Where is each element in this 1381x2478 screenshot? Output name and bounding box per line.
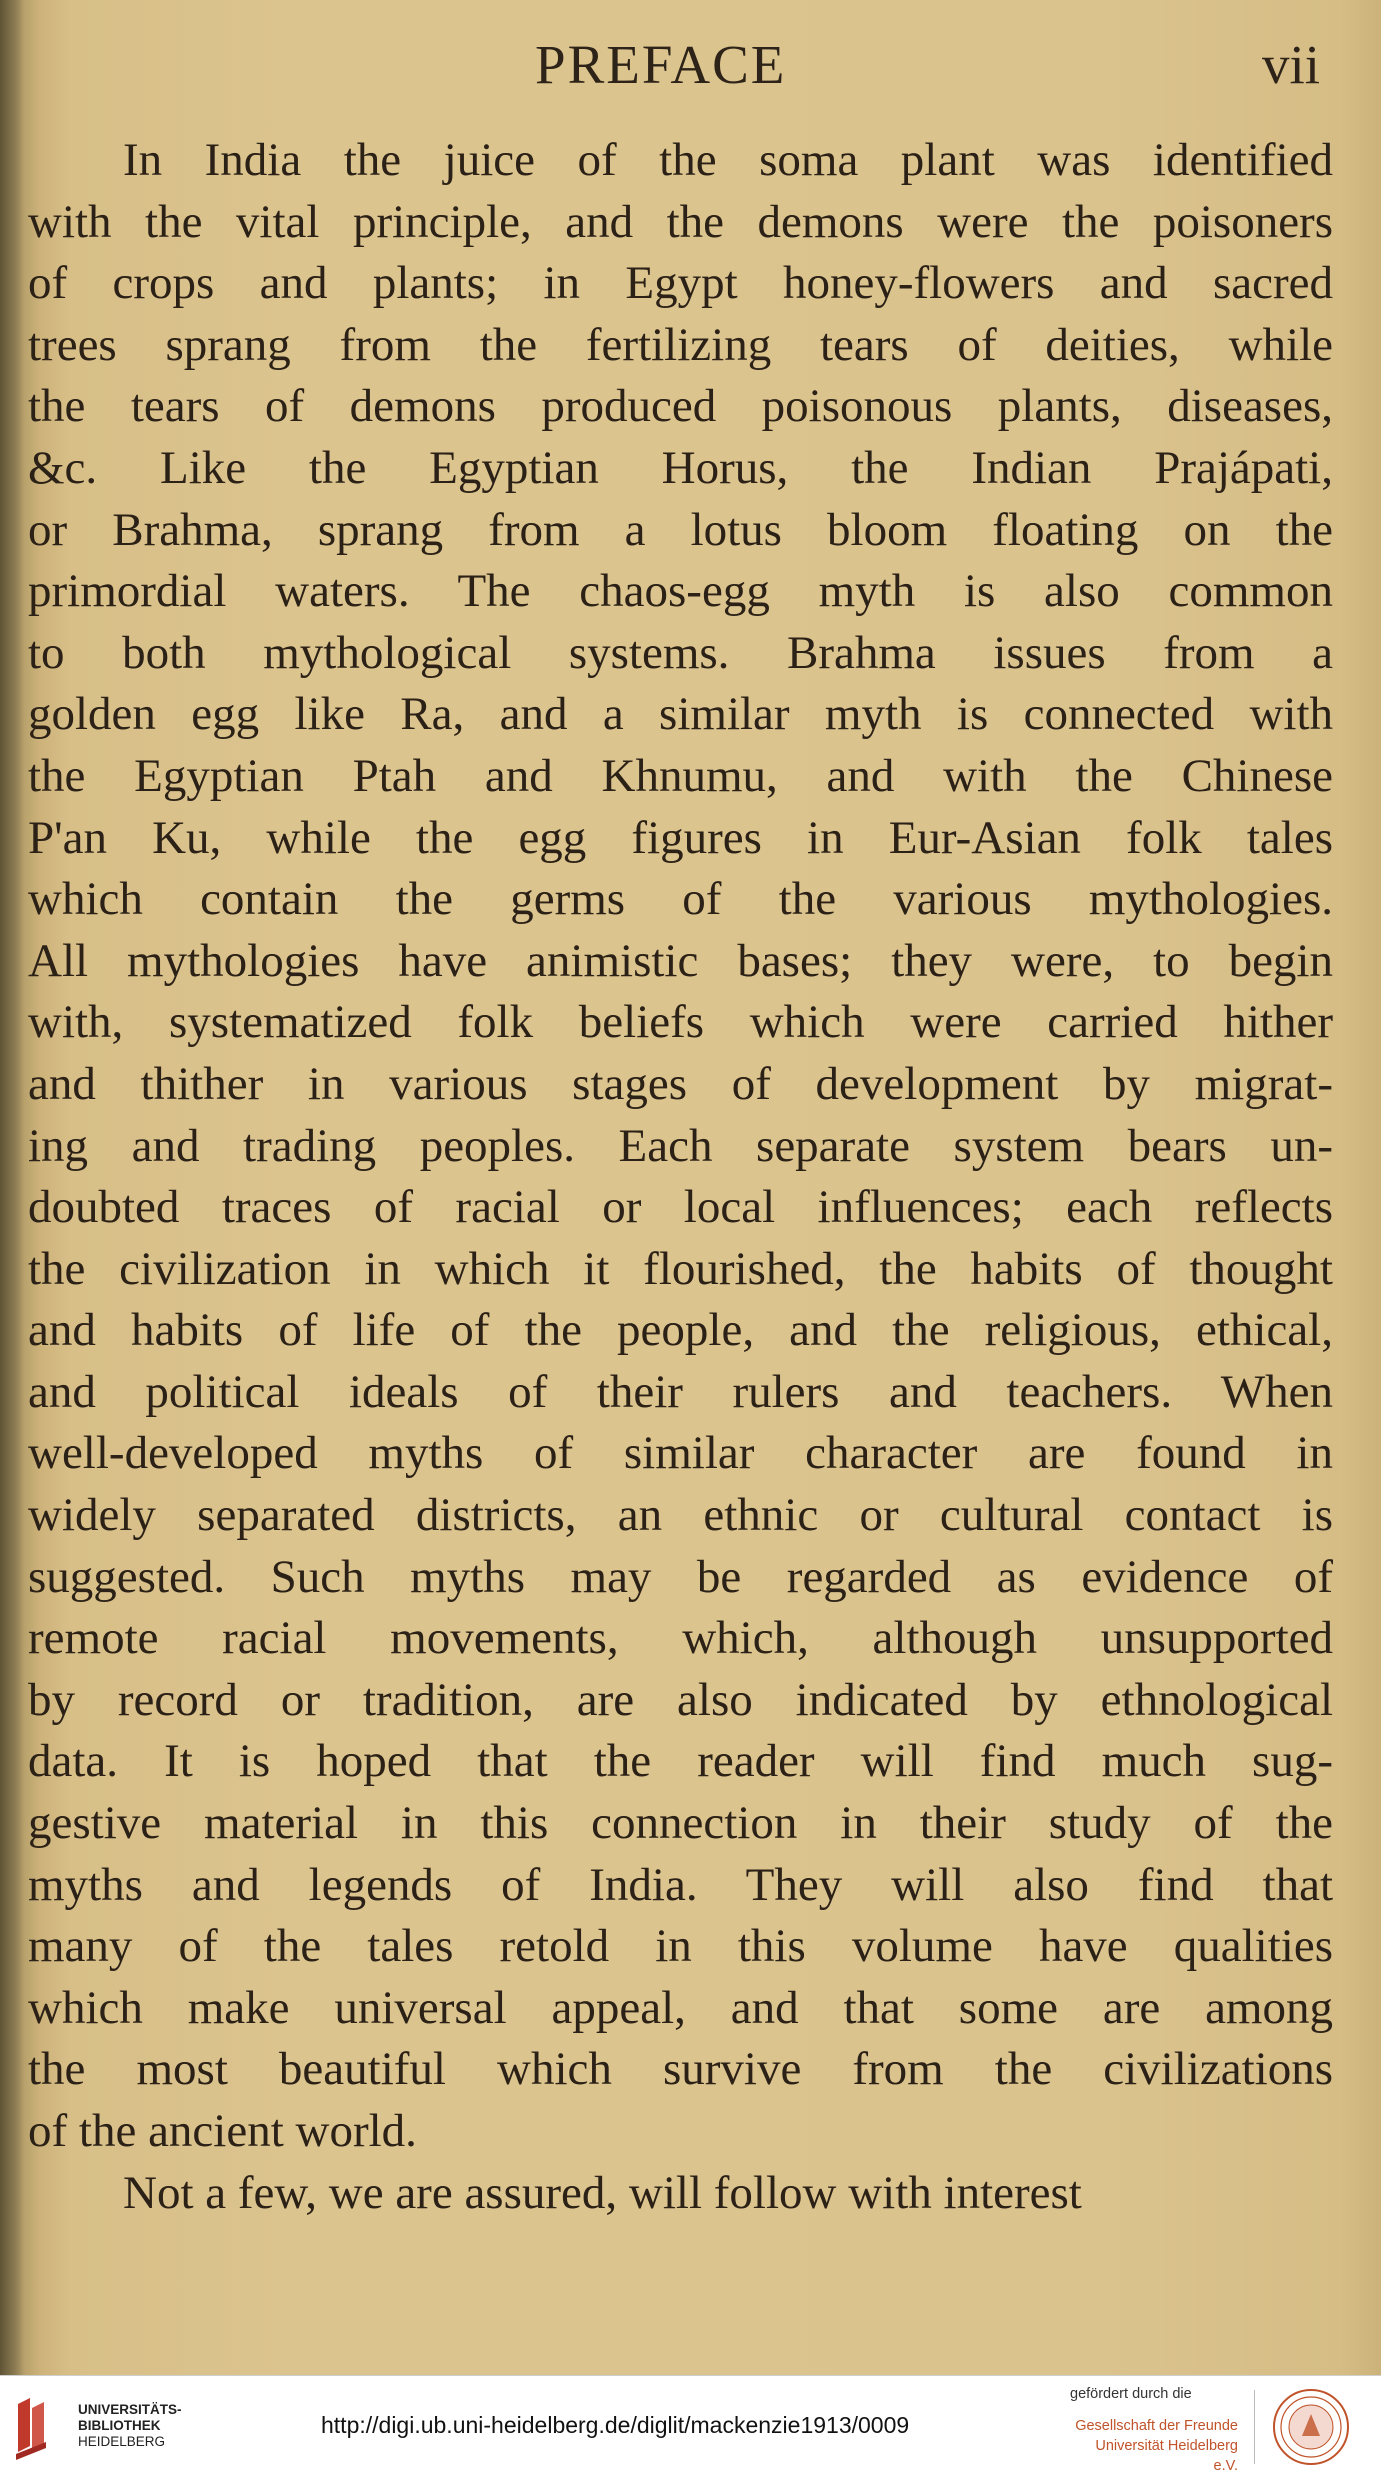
text-line: ing and trading peoples. Each separate system bears un- [28, 1119, 1333, 1172]
text-line: to both mythological systems. Brahma issues from a [28, 626, 1333, 679]
text-line: the tears of demons produced poisonous plants, diseases, [28, 380, 1333, 433]
text-line: &c. Like the Egyptian Horus, the Indian Prajápati, [28, 441, 1333, 494]
sponsor-line2: Universität Heidelberg e.V. [1095, 2438, 1238, 2474]
text-line: of crops and plants; in Egypt honey-flowers and sacred [28, 257, 1333, 310]
running-head [0, 30, 1381, 100]
text-line: with the vital principle, and the demons were the poisoners [28, 195, 1333, 248]
text-line: doubted traces of racial or local influences; each reflects [28, 1181, 1333, 1234]
body-text [28, 130, 1333, 2224]
permalink-url[interactable]: http://digi.ub.uni-heidelberg.de/diglit/mackenzie1913/0009 [321, 2412, 910, 2438]
text-line: the most beautiful which survive from the civilizations [28, 2043, 1333, 2096]
text-line: All mythologies have animistic bases; they were, to begin [28, 934, 1333, 987]
library-city: HEIDELBERG [78, 2434, 166, 2449]
book-spine-shadow [0, 0, 24, 2375]
sponsor-label: gefördert durch die [1070, 2386, 1192, 2402]
text-line: data. It is hoped that the reader will find much sug- [28, 1735, 1333, 1788]
footer-bar [0, 2375, 1381, 2478]
text-line: golden egg like Ra, and a similar myth is connected with [28, 688, 1333, 741]
text-line: suggested. Such myths may be regarded as evidence of [28, 1550, 1333, 1603]
text-line: well-developed myths of similar character are found in [28, 1427, 1333, 1480]
text-line: remote racial movements, which, although unsupported [28, 1612, 1333, 1665]
text-line: which contain the germs of the various mythologies. [28, 873, 1333, 926]
text-line: In India the juice of the soma plant was identified [123, 134, 1333, 186]
text-line: of the ancient world. [28, 2105, 417, 2157]
text-line: trees sprang from the fertilizing tears of deities, while [28, 318, 1333, 371]
page-number: vii [1262, 34, 1321, 95]
university-seal-icon [1272, 2388, 1350, 2466]
sponsor-line1: Gesellschaft der Freunde [1075, 2418, 1238, 2434]
text-line: primordial waters. The chaos-egg myth is also common [28, 565, 1333, 618]
text-line: and habits of life of the people, and the religious, ethical, [28, 1304, 1333, 1357]
library-name [78, 2402, 182, 2450]
page-title: PREFACE [535, 34, 787, 95]
text-line: by record or tradition, are also indicated by ethnological [28, 1673, 1333, 1726]
text-line: many of the tales retold in this volume have qualities [28, 1920, 1333, 1973]
library-name-line2: BIBLIOTHEK [78, 2418, 161, 2433]
text-line: or Brahma, sprang from a lotus bloom floating on the [28, 503, 1333, 556]
text-line: myths and legends of India. They will also find that [28, 1858, 1333, 1911]
text-line: gestive material in this connection in their study of the [28, 1797, 1333, 1850]
text-line: with, systematized folk beliefs which were carried hither [28, 996, 1333, 1049]
footer-divider [1254, 2390, 1255, 2464]
text-line: and political ideals of their rulers and teachers. When [28, 1365, 1333, 1418]
text-line: the civilization in which it flourished, the habits of thought [28, 1242, 1333, 1295]
library-name-line1: UNIVERSITÄTS- [78, 2402, 182, 2417]
sponsor-name[interactable] [1070, 2416, 1238, 2476]
text-line: P'an Ku, while the egg figures in Eur-Asian folk tales [28, 811, 1333, 864]
ub-heidelberg-logo-icon[interactable] [12, 2394, 70, 2460]
text-line: widely separated districts, an ethnic or cultural contact is [28, 1489, 1333, 1542]
text-line: which make universal appeal, and that some are among [28, 1981, 1333, 2034]
text-line: Not a few, we are assured, will follow with interest [123, 2166, 1082, 2219]
text-line: and thither in various stages of development by migrat- [28, 1057, 1333, 1110]
text-line: the Egyptian Ptah and Khnumu, and with the Chinese [28, 749, 1333, 802]
